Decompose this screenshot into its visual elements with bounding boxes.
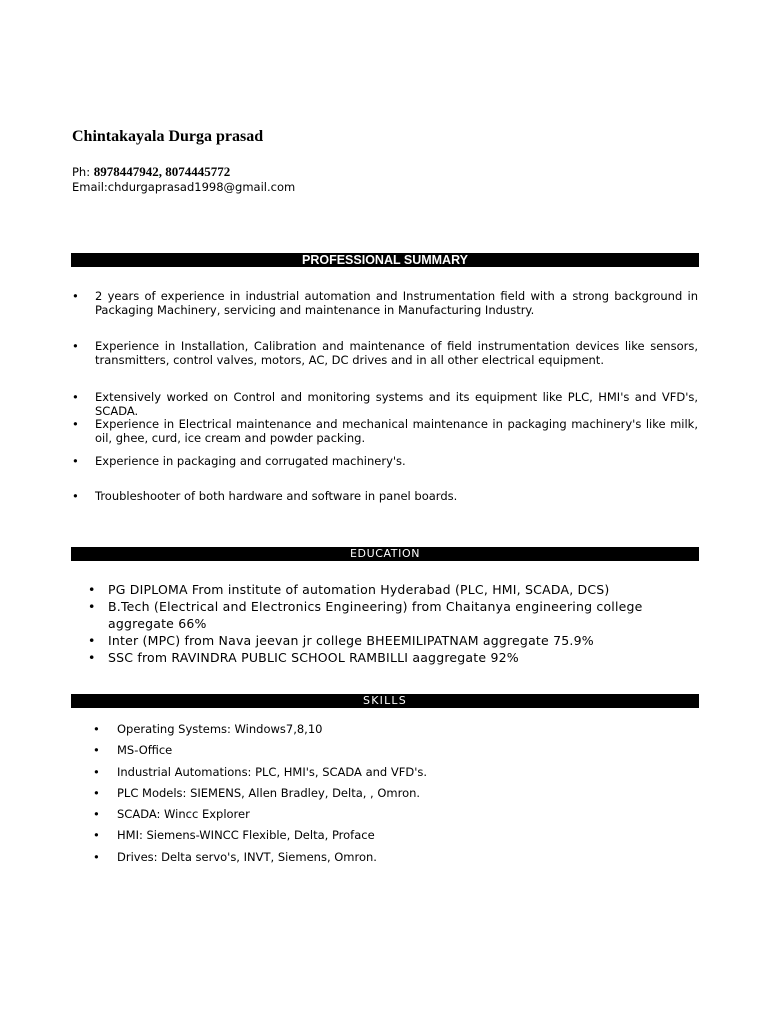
skills-list [117,722,677,871]
education-item: • Inter (MPC) from Nava jeevan jr college BHEEMILIPATNAM aggregate 75.9% [108,632,708,649]
education-item: • B.Tech (Electrical and Electronics Engineering) from Chaitanya engineering college aggregate 66% [108,598,708,632]
professional-summary-heading: PROFESSIONAL SUMMARY [71,253,699,267]
skill-item: • Industrial Automations: PLC, HMI's, SCADA and VFD's. [117,765,677,786]
email-address: Email:chdurgaprasad1998@gmail.com [72,180,296,194]
summary-item: • Extensively worked on Control and monitoring systems and its equipment like PLC, HMI's and VFD's, SCADA. [95,390,698,418]
phone-label: Ph: [72,165,94,179]
skill-item: • SCADA: Wincc Explorer [117,807,677,828]
summary-item: • Troubleshooter of both hardware and software in panel boards. [95,489,698,503]
education-list [108,581,708,666]
skill-item: • Drives: Delta servo's, INVT, Siemens, Omron. [117,850,677,871]
summary-item: • Experience in Installation, Calibration and maintenance of field instrumentation devices like sensors, transmitters, control valves, motors, AC, DC drives and in all other electrical equipment. [95,339,698,367]
skill-item: • Operating Systems: Windows7,8,10 [117,722,677,743]
candidate-name: Chintakayala Durga prasad [72,128,264,145]
skills-heading: SKILLS [71,694,699,708]
education-item: • PG DIPLOMA From institute of automation Hyderabad (PLC, HMI, SCADA, DCS) [108,581,708,598]
education-heading: EDUCATION [71,547,699,561]
skill-item: • MS-Office [117,743,677,764]
phone-numbers: 8978447942, 8074445772 [93,164,231,179]
education-item: • SSC from RAVINDRA PUBLIC SCHOOL RAMBILLI aaggregate 92% [108,649,708,666]
skill-item: • HMI: Siemens-WINCC Flexible, Delta, Proface [117,828,677,849]
summary-item: • Experience in packaging and corrugated machinery's. [95,454,698,468]
phone-line [72,164,230,180]
summary-item: • Experience in Electrical maintenance and mechanical maintenance in packaging machinery's like milk, oil, ghee, curd, ice cream and powder packing. [95,417,698,445]
summary-item: • 2 years of experience in industrial automation and Instrumentation field with a strong background in Packaging Machinery, servicing and maintenance in Manufacturing Industry. [95,289,698,317]
skill-item: • PLC Models: SIEMENS, Allen Bradley, Delta, , Omron. [117,786,677,807]
